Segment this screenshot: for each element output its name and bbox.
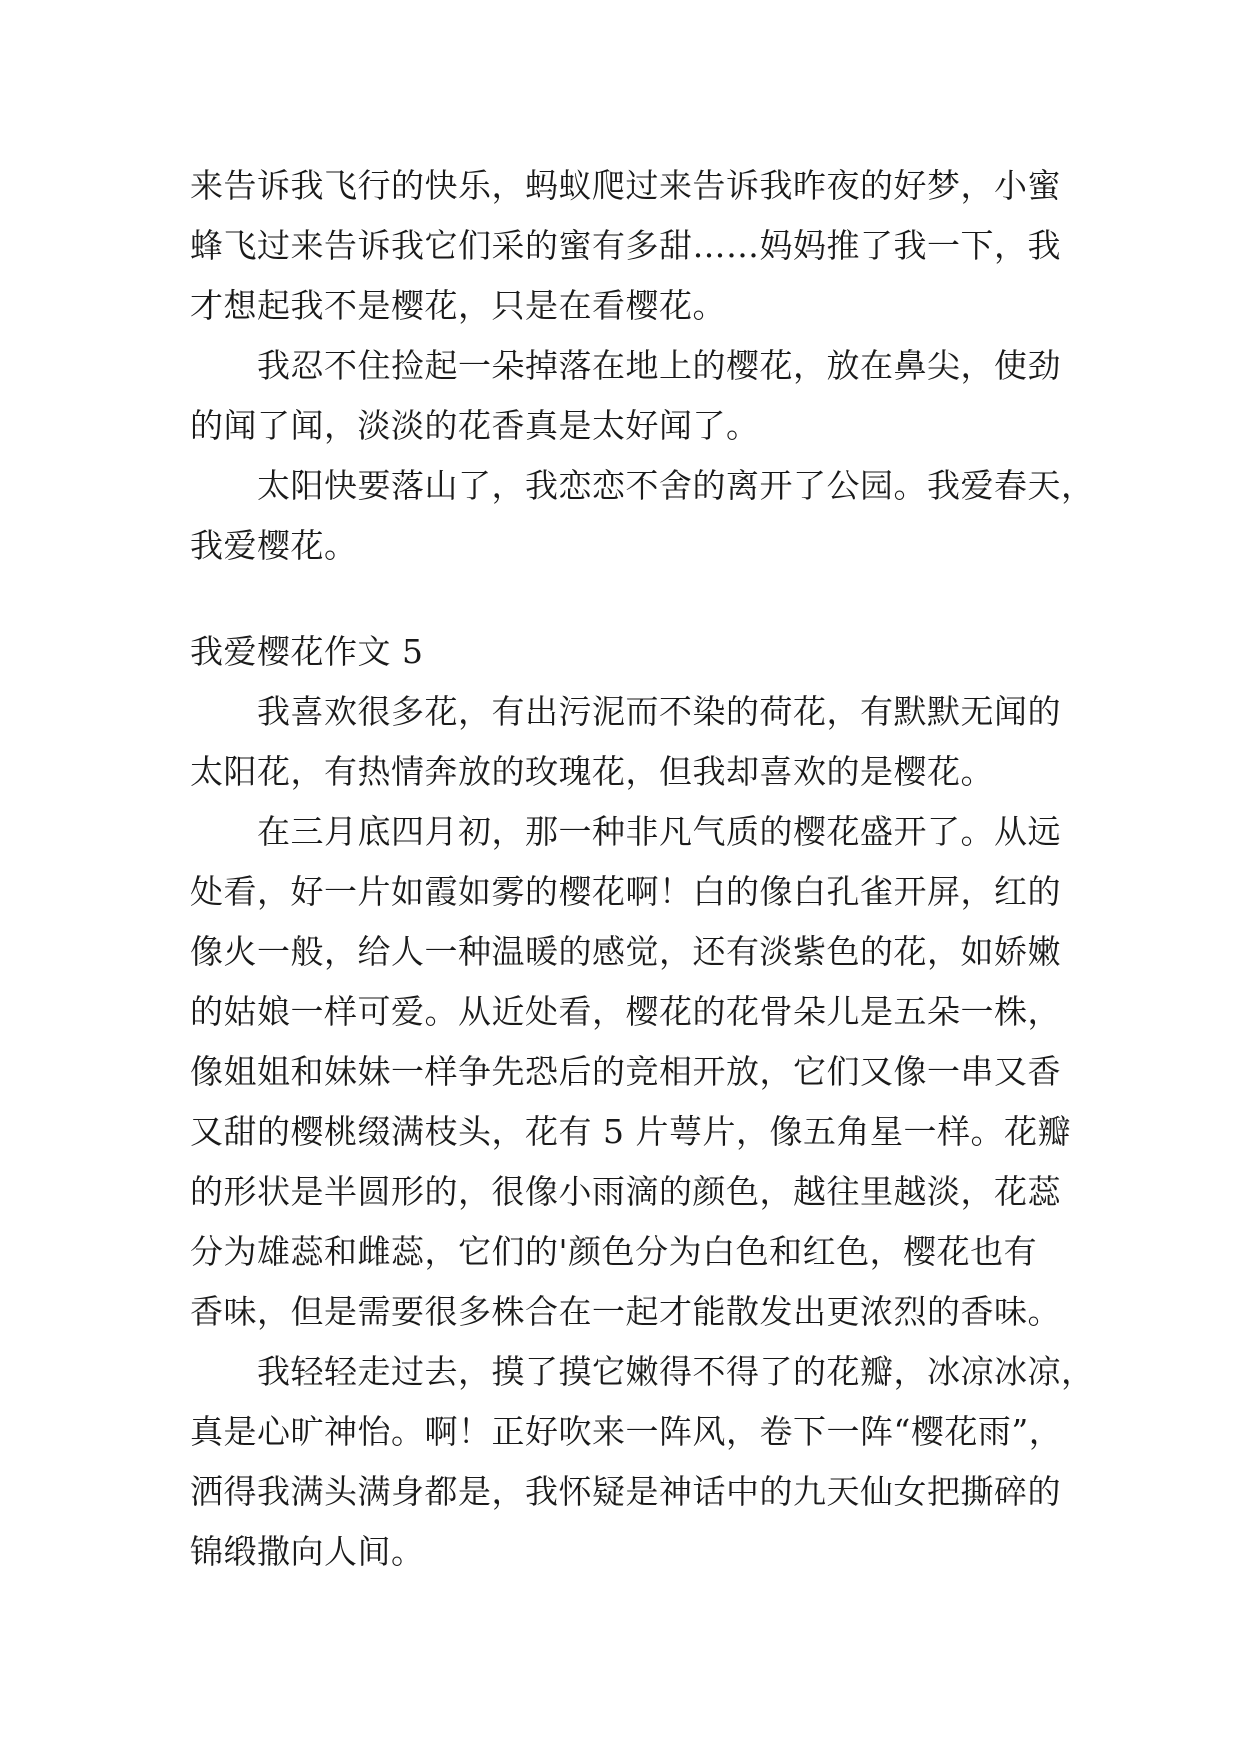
paragraph-6-line-4: 锦缎撒向人间。 (190, 1532, 425, 1571)
paragraph-1-line-1: 来告诉我飞行的快乐，蚂蚁爬过来告诉我昨夜的好梦，小蜜 (190, 166, 1061, 205)
paragraph-5-line-3: 像火一般，给人一种温暖的感觉，还有淡紫色的花，如娇嫩 (190, 932, 1061, 971)
paragraph-6-line-1: 我轻轻走过去，摸了摸它嫩得不得了的花瓣，冰凉冰凉， (257, 1352, 1095, 1391)
paragraph-6-line-2: 真是心旷神怡。啊！正好吹来一阵风，卷下一阵“樱花雨”， (190, 1412, 1063, 1451)
section-title: 我爱樱花作文 5 (190, 632, 424, 671)
paragraph-5-line-9: 香味，但是需要很多株合在一起才能散发出更浓烈的香味。 (190, 1292, 1061, 1331)
paragraph-6-line-3: 洒得我满头满身都是，我怀疑是神话中的九天仙女把撕碎的 (190, 1472, 1061, 1511)
paragraph-5-line-1: 在三月底四月初，那一种非凡气质的樱花盛开了。从远 (257, 812, 1061, 851)
paragraph-5-line-4: 的姑娘一样可爱。从近处看，樱花的花骨朵儿是五朵一株， (190, 992, 1061, 1031)
paragraph-1-line-2: 蜂飞过来告诉我它们采的蜜有多甜……妈妈推了我一下，我 (190, 226, 1061, 265)
paragraph-4-line-2: 太阳花，有热情奔放的玫瑰花，但我却喜欢的是樱花。 (190, 752, 994, 791)
paragraph-5-line-2: 处看，好一片如霞如雾的樱花啊！白的像白孔雀开屏，红的 (190, 872, 1061, 911)
paragraph-3-line-2: 我爱樱花。 (190, 526, 358, 565)
paragraph-2-line-1: 我忍不住捡起一朵掉落在地上的樱花，放在鼻尖，使劲 (257, 346, 1061, 385)
paragraph-3-line-1: 太阳快要落山了，我恋恋不舍的离开了公园。我爱春天， (257, 466, 1095, 505)
paragraph-5-line-5: 像姐姐和妹妹一样争先恐后的竞相开放，它们又像一串又香 (190, 1052, 1061, 1091)
paragraph-5-line-7: 的形状是半圆形的，很像小雨滴的颜色，越往里越淡，花蕊 (190, 1172, 1061, 1211)
paragraph-1-line-3: 才想起我不是樱花，只是在看樱花。 (190, 286, 726, 325)
paragraph-2-line-2: 的闻了闻，淡淡的花香真是太好闻了。 (190, 406, 760, 445)
paragraph-5-line-6: 又甜的樱桃缀满枝头，花有 5 片萼片，像五角星一样。花瓣 (190, 1112, 1071, 1151)
paragraph-5-line-8: 分为雄蕊和雌蕊，它们的'颜色分为白色和红色，樱花也有 (190, 1232, 1038, 1271)
paragraph-4-line-1: 我喜欢很多花，有出污泥而不染的荷花，有默默无闻的 (257, 692, 1061, 731)
